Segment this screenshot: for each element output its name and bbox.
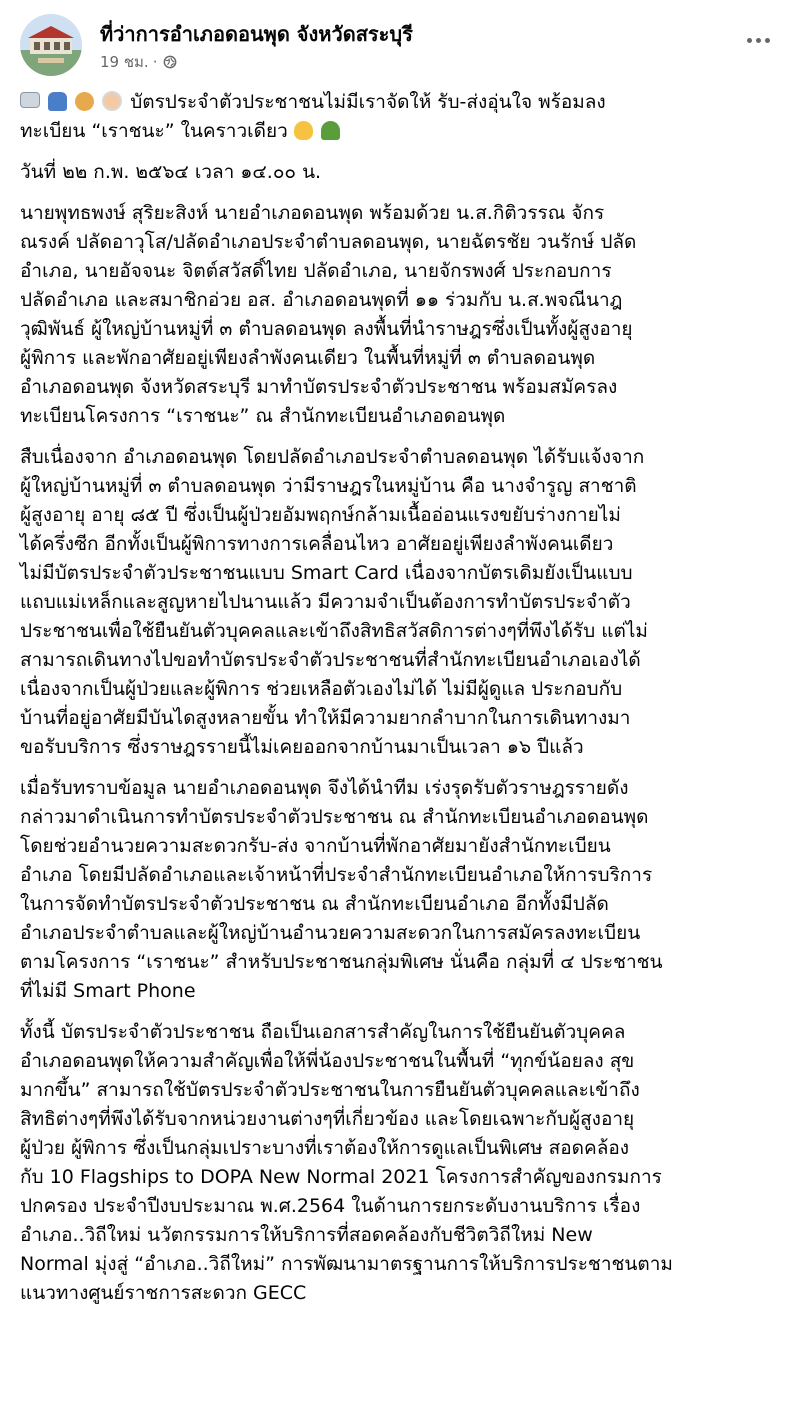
text-line: ทะเบียนโครงการ “เราชนะ” ณ สำนักทะเบียนอำเภอดอนพุด bbox=[20, 405, 506, 427]
text-line: บ้านที่อยู่อาศัยมีบันไดสูงหลายขั้น ทำให้มีความยากลำบากในการเดินทางมา bbox=[20, 707, 631, 729]
more-options-button[interactable] bbox=[740, 22, 776, 58]
text-line: อำเภอดอนพุด จังหวัดสระบุรี มาทำบัตรประจำตัวประชาชน พร้อมสมัครลง bbox=[20, 376, 618, 398]
text-line: โดยช่วยอำนวยความสะดวกรับ-ส่ง จากบ้านที่พักอาศัยมายังสำนักทะเบียน bbox=[20, 835, 611, 857]
paragraph-3 bbox=[20, 774, 785, 1006]
date-line: วันที่ ๒๒ ก.พ. ๒๕๖๔ เวลา ๑๔.๐๐ น. bbox=[20, 161, 322, 183]
page-avatar[interactable] bbox=[20, 14, 82, 76]
wheelchair-emoji bbox=[75, 92, 94, 111]
text-line: ปลัดอำเภอ และสมาชิกอ่วย อส. อำเภอดอนพุดที่ ๑๑ ร่วมกับ น.ส.พจณีนาฎ bbox=[20, 289, 623, 311]
meta-separator: · bbox=[152, 53, 158, 71]
text-line: มากขึ้น” สามารถใช้บัตรประจำตัวประชาชนในการยืนยันตัวบุคคลและเข้าถึง bbox=[20, 1079, 640, 1101]
intro-text-line-1: บัตรประจำตัวประชาชนไม่มีเราจัดให้ รับ-ส่งอุ่นใจ พร้อมลง bbox=[130, 91, 606, 113]
house-tree-emoji bbox=[321, 121, 340, 140]
more-dot-icon bbox=[765, 38, 770, 43]
text-line: ผู้สูงอายุ อายุ ๘๕ ปี ซึ่งเป็นผู้ป่วยอัมพฤกษ์กล้ามเนื้ออ่อนแรงขยับร่างกายไม่ bbox=[20, 504, 621, 526]
text-line: อำเภอประจำตำบลและผู้ใหญ่บ้านอำนวยความสะดวกในการสมัครลงทะเบียน bbox=[20, 922, 641, 944]
id-card-emoji bbox=[20, 92, 40, 108]
page-name-link[interactable]: ที่ว่าการอำเภอดอนพุด จังหวัดสระบุรี bbox=[100, 22, 413, 46]
text-line: ไม่มีบัตรประจำตัวประชาชนแบบ Smart Card เนื่องจากบัตรเดิมยังเป็นแบบ bbox=[20, 562, 633, 584]
text-line: ตามโครงการ “เราชนะ” สำหรับประชาชนกลุ่มพิเศษ นั่นคือ กลุ่มที่ ๔ ประชาชน bbox=[20, 951, 663, 973]
intro-line-1 bbox=[20, 88, 785, 117]
text-line: ที่ไม่มี Smart Phone bbox=[20, 980, 196, 1002]
text-line: ประชาชนเพื่อใช้ยืนยันตัวบุคคลและเข้าถึงสิทธิสวัสดิการต่างๆที่พึงได้รับ แต่ไม่ bbox=[20, 620, 648, 642]
text-line: ในการจัดทำบัตรประจำตัวประชาชน ณ สำนักทะเบียนอำเภอ อีกทั้งมีปลัด bbox=[20, 893, 609, 915]
text-line: เมื่อรับทราบข้อมูล นายอำเภอดอนพุด จึงได้นำทีม เร่งรุดรับตัวราษฎรรายดัง bbox=[20, 777, 629, 799]
text-line: ผู้ใหญ่บ้านหมู่ที่ ๓ ตำบลดอนพุด ว่ามีราษฎรในหมู่บ้าน คือ นางจำรูญ สาชาติ bbox=[20, 475, 637, 497]
text-line: นายพุทธพงษ์ สุริยะสิงห์ นายอำเภอดอนพุด พร้อมด้วย น.ส.กิติวรรณ จักร bbox=[20, 202, 605, 224]
paragraph-1 bbox=[20, 199, 785, 431]
paragraph-4 bbox=[20, 1018, 785, 1308]
text-line: ได้ครึ่งซีก อีกทั้งเป็นผู้พิการทางการเคลื่อนไหว อาศัยอยู่เพียงลำพังคนเดียว bbox=[20, 533, 614, 555]
text-line: เนื่องจากเป็นผู้ป่วยและผู้พิการ ช่วยเหลือตัวเองไม่ได้ ไม่มีผู้ดูแล ประกอบกับ bbox=[20, 678, 623, 700]
text-line: อำเภอดอนพุดให้ความสำคัญเพื่อให้พี่น้องประชาชนในพื้นที่ “ทุกข์น้อยลง สุข bbox=[20, 1050, 635, 1072]
text-line: กล่าวมาดำเนินการทำบัตรประจำตัวประชาชน ณ สำนักทะเบียนอำเภอดอนพุด bbox=[20, 806, 649, 828]
text-line: แนวทางศูนย์ราชการสะดวก GECC bbox=[20, 1282, 307, 1304]
car-emoji bbox=[48, 92, 67, 111]
text-line: แถบแม่เหล็กและสูญหายไปนานแล้ว มีความจำเป็นต้องการทำบัตรประจำตัว bbox=[20, 591, 631, 613]
text-line: วุฒิพันธ์ ผู้ใหญ่บ้านหมู่ที่ ๓ ตำบลดอนพุด ลงพื้นที่นำราษฎรซึ่งเป็นทั้งผู้สูงอายุ bbox=[20, 318, 633, 340]
intro-paragraph bbox=[20, 88, 785, 146]
post-meta bbox=[100, 50, 177, 74]
text-line: ผู้ป่วย ผู้พิการ ซึ่งเป็นกลุ่มเปราะบางที่เราต้องให้การดูแลเป็นพิเศษ สอดคล้อง bbox=[20, 1137, 630, 1159]
text-line: สิทธิต่างๆที่พึงได้รับจากหน่วยงานต่างๆที่เกี่ยวข้อง และโดยเฉพาะกับผู้สูงอายุ bbox=[20, 1108, 635, 1130]
more-dot-icon bbox=[756, 38, 761, 43]
text-line: อำเภอ..วิถีใหม่ นวัตกรรมการให้บริการที่สอดคล้องกับชีวิตวิถีใหม่ New bbox=[20, 1224, 593, 1246]
paragraph-2 bbox=[20, 443, 785, 762]
text-line: ปกครอง ประจำปีงบประมาณ พ.ศ.2564 ในด้านการยกระดับงานบริการ เรื่อง bbox=[20, 1195, 641, 1217]
globe-icon[interactable] bbox=[163, 55, 177, 69]
text-line: อำเภอ โดยมีปลัดอำเภอและเจ้าหน้าที่ประจำสำนักทะเบียนอำเภอให้การบริการ bbox=[20, 864, 653, 886]
elderly-emoji bbox=[102, 91, 122, 111]
intro-text-line-2: ทะเบียน “เราชนะ” ในคราวเดียว bbox=[20, 120, 288, 142]
text-line: ณรงค์ ปลัดอาวุโส/ปลัดอำเภอประจำตำบลดอนพุด, นายฉัตรชัย วนรักษ์ ปลัด bbox=[20, 231, 637, 253]
text-line: สามารถเดินทางไปขอทำบัตรประจำตัวประชาชนที่สำนักทะเบียนอำเภอเองได้ bbox=[20, 649, 641, 671]
more-dot-icon bbox=[747, 38, 752, 43]
text-line: ผู้พิการ และพักอาศัยอยู่เพียงลำพังคนเดียว ในพื้นที่หมู่ที่ ๓ ตำบลดอนพุด bbox=[20, 347, 596, 369]
avatar-building-icon bbox=[20, 14, 82, 76]
text-line: Normal มุ่งสู่ “อำเภอ..วิถีใหม่” การพัฒนามาตรฐานการให้บริการประชาชนตาม bbox=[20, 1253, 673, 1275]
text-line: กับ 10 Flagships to DOPA New Normal 2021 โครงการสำคัญของกรมการ bbox=[20, 1166, 662, 1188]
post-header bbox=[20, 12, 780, 80]
text-line: อำเภอ, นายอัจจนะ จิตต์สวัสดิ์ไทย ปลัดอำเภอ, นายจักรพงศ์ ประกอบการ bbox=[20, 260, 612, 282]
text-line: ทั้งนี้ บัตรประจำตัวประชาชน ถือเป็นเอกสารสำคัญในการใช้ยืนยันตัวบุคคล bbox=[20, 1021, 626, 1043]
post-timestamp[interactable]: 19 ชม. bbox=[100, 53, 149, 71]
intro-line-2 bbox=[20, 117, 785, 146]
text-line: สืบเนื่องจาก อำเภอดอนพุด โดยปลัดอำเภอประจำตำบลดอนพุด ได้รับแจ้งจาก bbox=[20, 446, 645, 468]
post-text bbox=[20, 88, 785, 1320]
date-paragraph bbox=[20, 158, 785, 187]
ok-hand-emoji bbox=[294, 121, 313, 140]
text-line: ขอรับบริการ ซึ่งราษฎรรายนี้ไม่เคยออกจากบ้านมาเป็นเวลา ๑๖ ปีแล้ว bbox=[20, 736, 584, 758]
